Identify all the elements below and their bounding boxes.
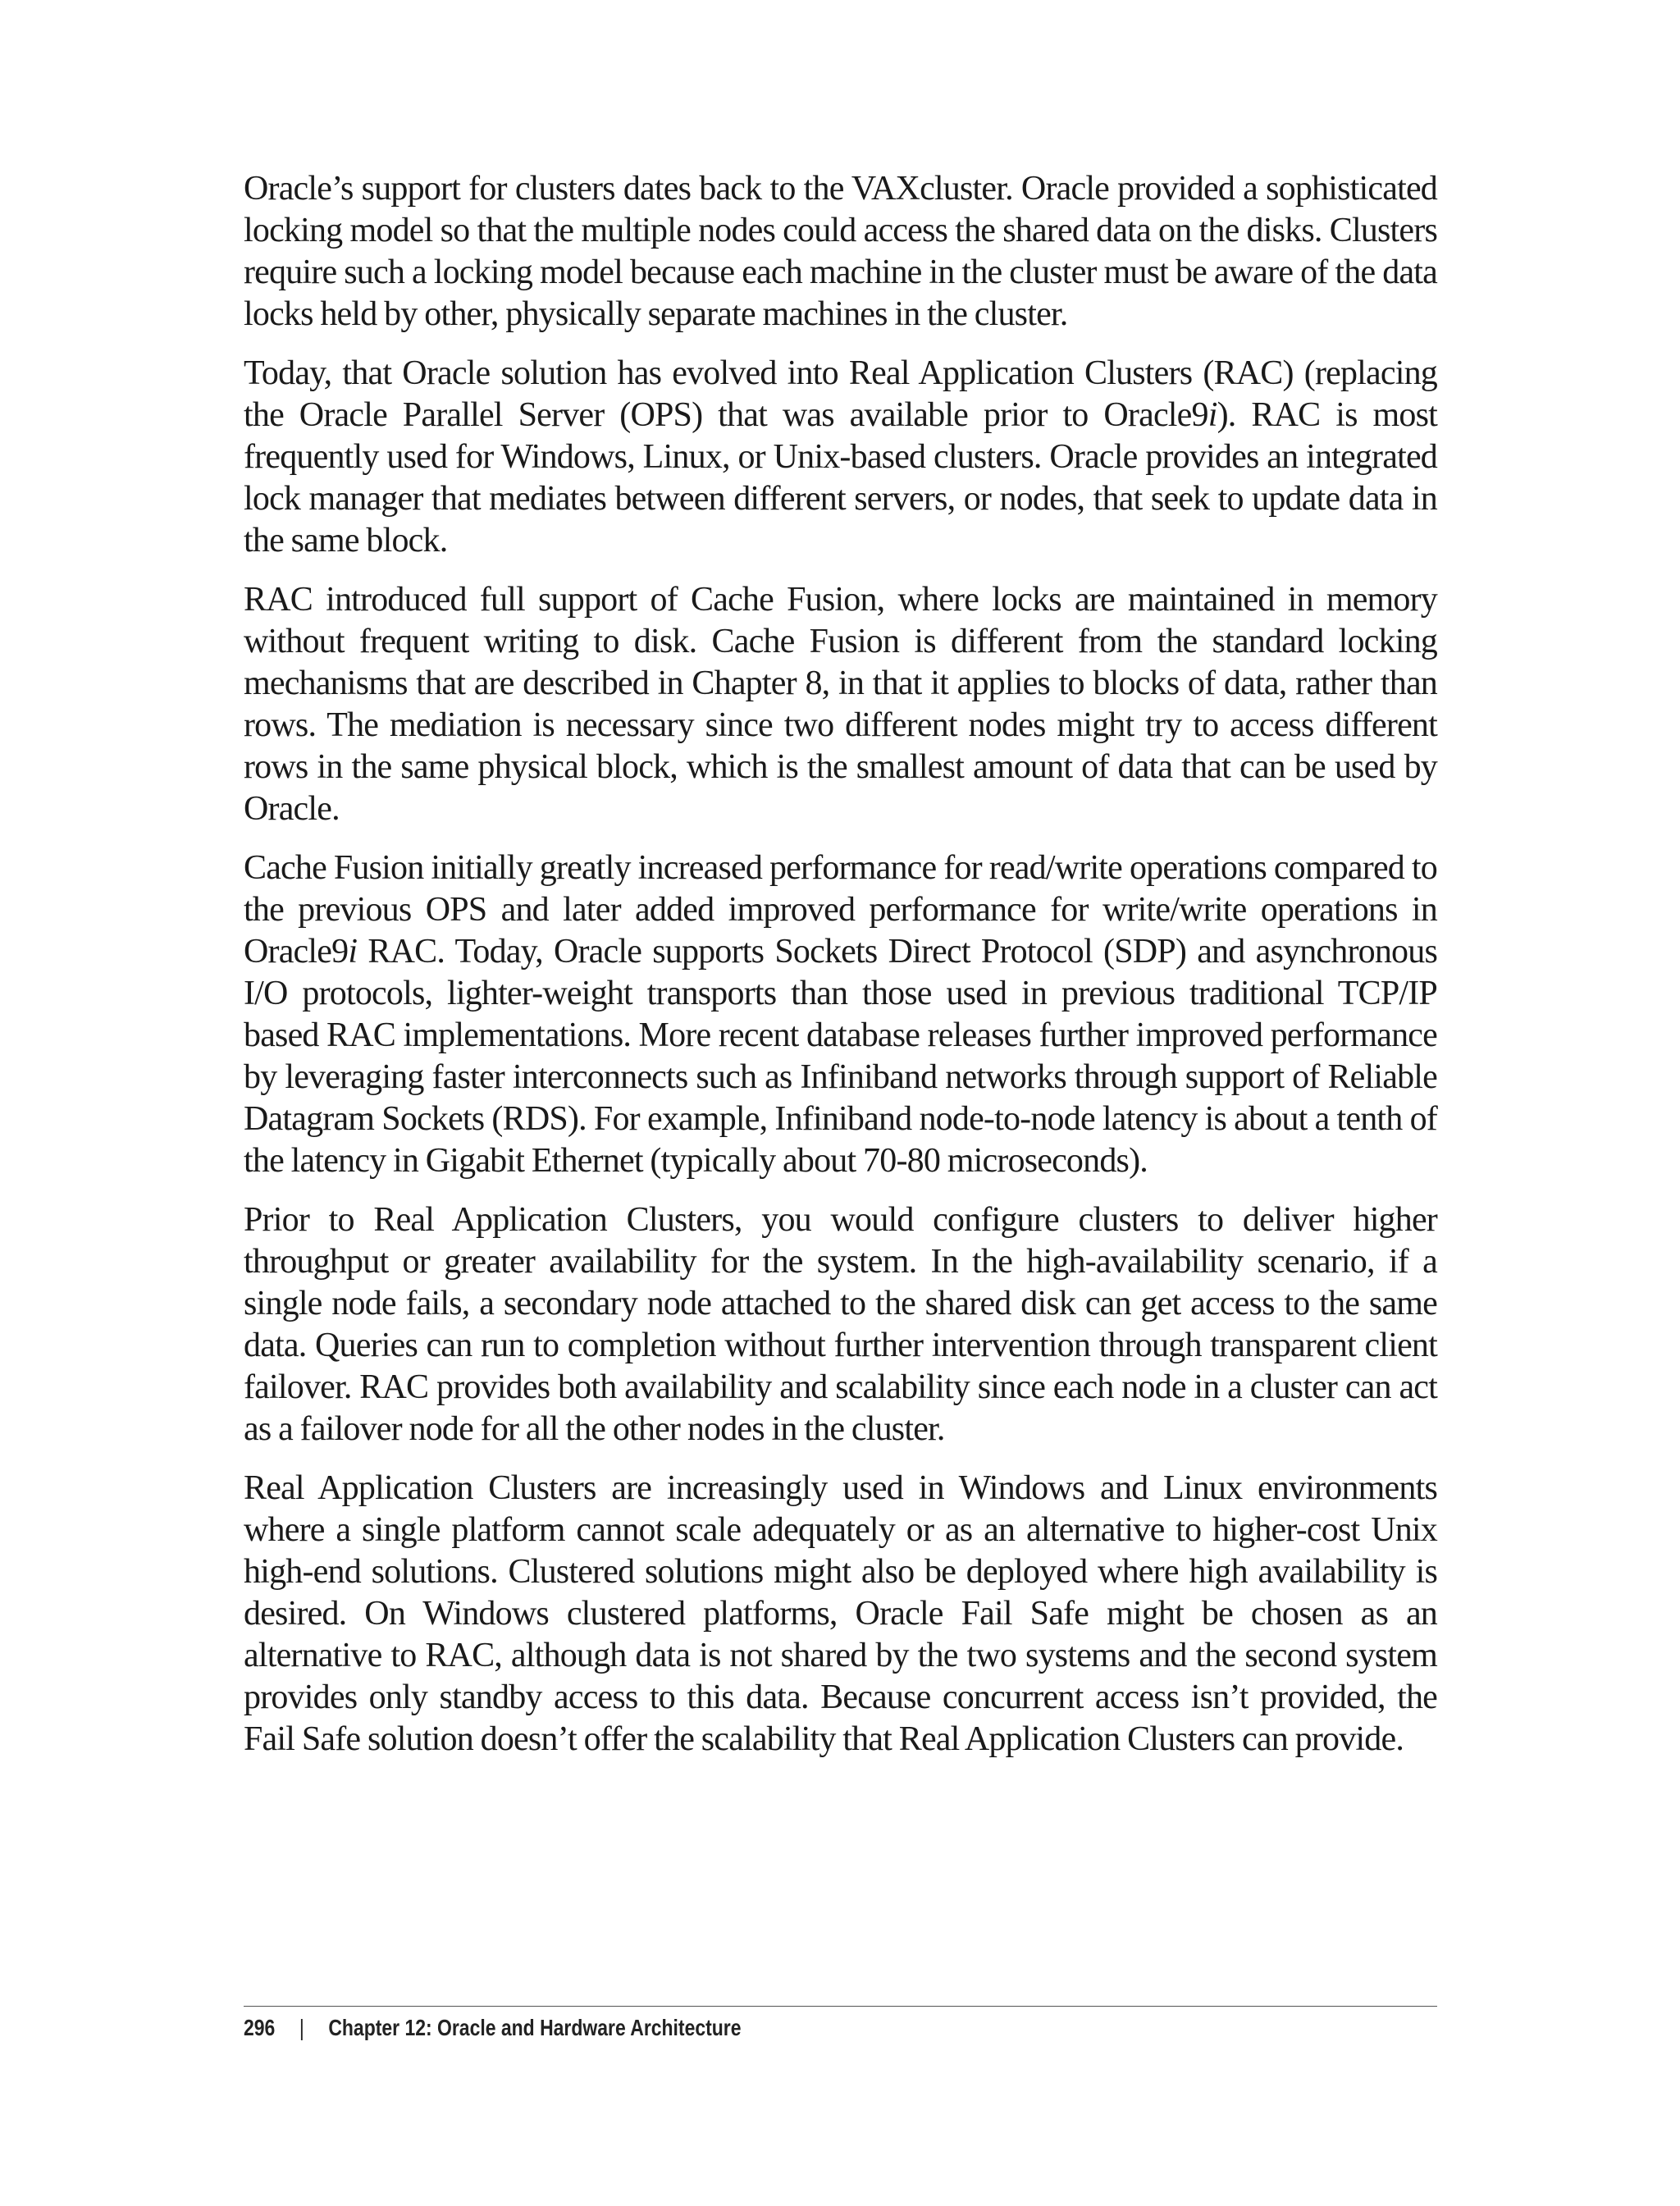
footer-rule (244, 2006, 1437, 2007)
paragraph-text: Real Application Clusters are increasingly used in Windows and Linux environments where a single platform cannot scale adequately or as an alternative to higher-cost Unix high-end solutions. Clustered solutions might also be deployed where high availability is desired. On Windows clustered platforms, Oracle Fail Safe might be chosen as an alternative to RAC, although data is not shared by the two systems and the second system provides only standby access to this data. Because concurrent access isn’t provided, the Fail Safe solution doesn’t offer the scalability that Real Application Clusters can provide. (244, 1469, 1437, 1758)
paragraph-prior-to-rac (244, 1199, 1437, 1450)
chapter-title: Chapter 12: Oracle and Hardware Architecture (328, 2015, 742, 2040)
paragraph-cache-fusion-performance (244, 847, 1437, 1182)
paragraph-text: Oracle’s support for clusters dates back to the VAXcluster. Oracle provided a sophisticated locking model so that the multiple nodes could access the shared data on the disks. Clusters require such a locking model because each machine in the cluster must be aware of the data locks held by other, physically separate machines in the cluster. (244, 170, 1437, 333)
page-body (244, 168, 1437, 1778)
paragraph-text: Today, that Oracle solution has evolved into Real Application Clusters (RAC) (replacing the Oracle Parallel Server (OPS) that was available prior to Oracle9 (244, 354, 1437, 434)
italic-text: i (348, 933, 358, 971)
paragraph-text: Cache Fusion initially greatly increased performance for read/write operations compared to the previous OPS and later added improved performance for write/write operations in Oracle9 (244, 849, 1437, 971)
page-footer (244, 2012, 741, 2044)
paragraph-windows-linux (244, 1468, 1437, 1761)
paragraph-rac-today (244, 353, 1437, 562)
footer-separator: | (299, 2015, 304, 2040)
italic-text: i (1208, 396, 1217, 434)
paragraph-text: RAC. Today, Oracle supports Sockets Direct Protocol (SDP) and asynchronous I/O protocols, lighter-weight transports than those used in previous traditional TCP/IP based RAC implementations. More recent database releases further improved performance by leveraging faster interconnects such as Infiniband networks through support of Reliable Datagram Sockets (RDS). For example, Infiniband node-to-node latency is about a tenth of the latency in Gigabit Ethernet (typically about 70-80 microseconds). (244, 933, 1437, 1180)
paragraph-cache-fusion (244, 579, 1437, 830)
page-number: 296 (244, 2015, 276, 2040)
paragraph-text: ). RAC is most frequently used for Windows, Linux, or Unix-based clusters. Oracle provides an integrated lock manager that mediates between different servers, or nodes, that seek to update data in the same block. (244, 396, 1438, 559)
paragraph-vaxcluster (244, 168, 1437, 336)
paragraph-text: Prior to Real Application Clusters, you would configure clusters to deliver higher throughput or greater availability for the system. In the high-availability scenario, if a single node fails, a secondary node attached to the shared disk can get access to the same data. Queries can run to completion without further intervention through transparent client failover. RAC provides both availability and scalability since each node in a cluster can act as a failover node for all the other nodes in the cluster. (244, 1201, 1437, 1448)
paragraph-text: RAC introduced full support of Cache Fusion, where locks are maintained in memory without frequent writing to disk. Cache Fusion is different from the standard locking mechanisms that are described in Chapter 8, in that it applies to blocks of data, rather than rows. The mediation is necessary since two different nodes might try to access different rows in the same physical block, which is the smallest amount of data that can be used by Oracle. (244, 581, 1437, 828)
